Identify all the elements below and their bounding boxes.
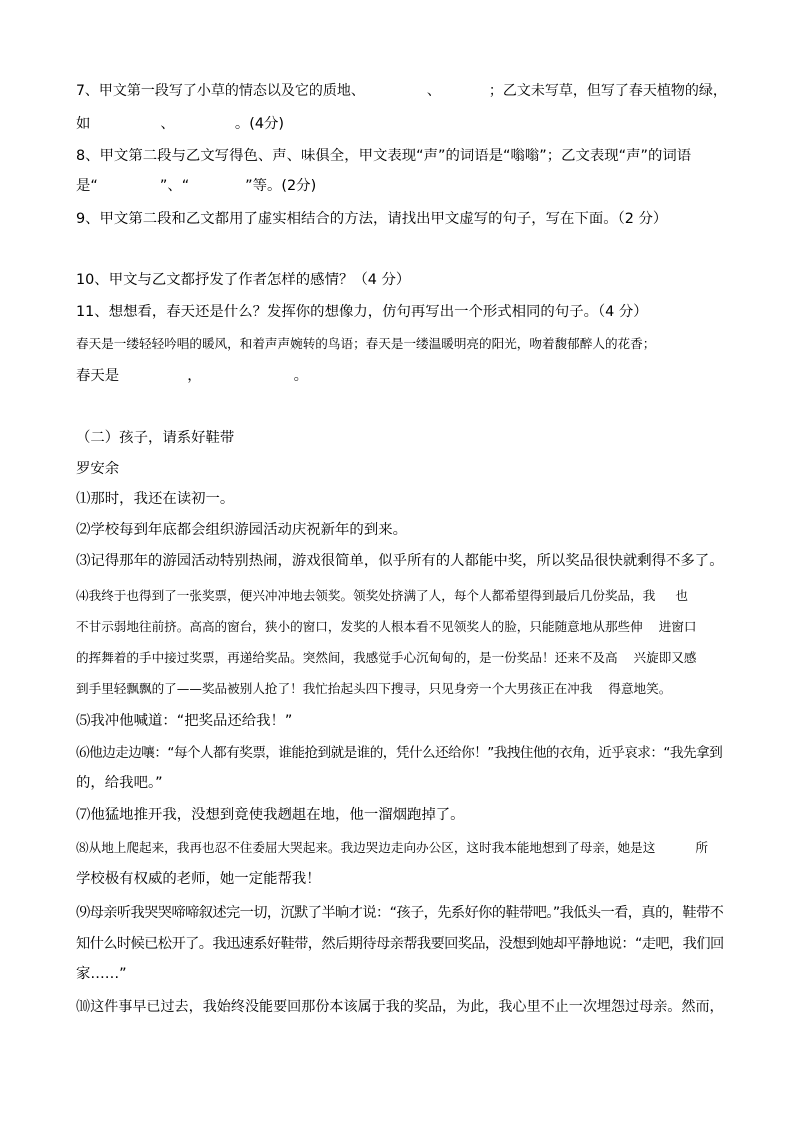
question-7-text-d: 如 xyxy=(76,116,91,132)
question-7-text-b: 、 xyxy=(426,83,441,99)
question-7-text-e: 、 xyxy=(160,116,175,132)
paragraph-6-line-2: 的，给我吧。” xyxy=(76,775,163,791)
paragraph-4-line-4 xyxy=(76,679,671,699)
paragraph-4-text: 不甘示弱地往前挤。高高的窗台，狭小的窗口，发奖的人根本看不见领奖人的脸，只能随意地从那些伸 xyxy=(76,619,643,634)
paragraph-4-line-3 xyxy=(76,648,697,668)
paragraph-4-text: 到手里轻飘飘的了——奖品被别人抢了！我忙抬起头四下搜寻，只见身旁一个大男孩正在冲我 xyxy=(76,681,593,696)
author: 罗安余 xyxy=(76,461,120,477)
question-9: 9、甲文第二段和乙文都用了虚实相结合的方法，请找出甲文虚写的句子，写在下面。（2 分） xyxy=(76,211,668,227)
question-8-text-a: 8、甲文第二段与乙文写得色、声、味俱全，甲文表现“声”的词语是“嗡嗡”；乙文表现“声”的词语 xyxy=(76,148,692,164)
example-sentence: 春天是一缕轻轻吟唱的暖风，和着声声婉转的鸟语；春天是一缕温暖明亮的阳光，吻着馥郁醉人的花香； xyxy=(76,336,656,351)
paragraph-4-text: 也 xyxy=(675,588,688,603)
answer-text-c: 。 xyxy=(293,368,308,384)
answer-line xyxy=(76,366,308,386)
paragraph-9-line-1: ⑼母亲听我哭哭啼啼叙述完一切，沉默了半晌才说：“孩子，先系好你的鞋带吧。”我低头一看，真的，鞋带不 xyxy=(76,905,724,921)
answer-text-b: ， xyxy=(187,368,202,384)
paragraph-7: ⑺他猛地推开我，没想到竟使我趔趄在地，他一溜烟跑掉了。 xyxy=(76,807,465,823)
question-7-line-2 xyxy=(76,114,284,134)
question-11: 11、想想看，春天还是什么？发挥你的想像力，仿句再写出一个形式相同的句子。（4 分） xyxy=(76,304,648,320)
answer-text-a: 春天是 xyxy=(76,368,120,384)
question-7-text-c: ；乙文未写草，但写了春天植物的绿， xyxy=(488,83,727,99)
section-title: （二）孩子，请系好鞋带 xyxy=(76,430,235,446)
paragraph-6-line-1: ⑹他边走边嚷：“每个人都有奖票，谁能抢到就是谁的，凭什么还给你！”我拽住他的衣角，近乎哀求：“我先拿到 xyxy=(76,745,723,761)
paragraph-4-line-1 xyxy=(76,586,688,606)
paragraph-4-text: 兴旋即又感 xyxy=(633,650,697,665)
paragraph-2: ⑵学校每到年底都会组织游园活动庆祝新年的到来。 xyxy=(76,522,407,538)
question-7-text-f: 。(4分) xyxy=(234,116,284,132)
question-8-line-2 xyxy=(76,176,316,196)
question-8-text-b: 是“ xyxy=(76,178,98,194)
paragraph-4-text: 进窗口 xyxy=(658,619,697,634)
paragraph-9-line-2: 知什么时候已松开了。我迅速系好鞋带，然后期待母亲帮我要回奖品，没想到她却平静地说：“走吧，我们回 xyxy=(76,936,724,952)
paragraph-3: ⑶记得那年的游园活动特别热闹，游戏很简单，似乎所有的人都能中奖，所以奖品很快就剩得不多了。 xyxy=(76,553,724,569)
paragraph-8-text: 所 xyxy=(695,840,708,855)
paragraph-8-text: ⑻从地上爬起来，我再也忍不住委屈大哭起来。我边哭边走向办公区，这时我本能地想到了母亲，她是这 xyxy=(76,840,656,855)
paragraph-9-line-3: 家……” xyxy=(76,966,127,982)
paragraph-1: ⑴那时，我还在读初一。 xyxy=(76,491,235,507)
question-7-line-1 xyxy=(76,81,727,101)
paragraph-5: ⑸我冲他喊道：“把奖品还给我！” xyxy=(76,713,293,729)
question-8-text-d: ”等。(2分) xyxy=(245,178,317,194)
question-10: 10、甲文与乙文都抒发了作者怎样的感情？（4 分） xyxy=(76,272,411,288)
paragraph-8-line-2: 学校极有权威的老师，她一定能帮我！ xyxy=(76,871,321,887)
paragraph-8-line-1 xyxy=(76,838,708,858)
paragraph-10: ⑽这件事早已过去，我始终没能要回那份本该属于我的奖品，为此，我心里不止一次埋怨过母亲。然而， xyxy=(76,999,724,1015)
paragraph-4-line-2 xyxy=(76,617,697,637)
question-8-text-c: ”、“ xyxy=(159,178,190,194)
paragraph-4-text: 得意地笑。 xyxy=(608,681,672,696)
paragraph-4-text: ⑷我终于也得到了一张奖票，便兴冲冲地去领奖。领奖处挤满了人，每个人都希望得到最后几份奖品，我 xyxy=(76,588,656,603)
question-8-line-1 xyxy=(76,146,691,166)
paragraph-4-text: 的挥舞着的手中接过奖票，再递给奖品。突然间，我感觉手心沉甸甸的，是一份奖品！还来不及高 xyxy=(76,650,618,665)
question-7-text-a: 7、甲文第一段写了小草的情态以及它的质地、 xyxy=(76,83,365,99)
